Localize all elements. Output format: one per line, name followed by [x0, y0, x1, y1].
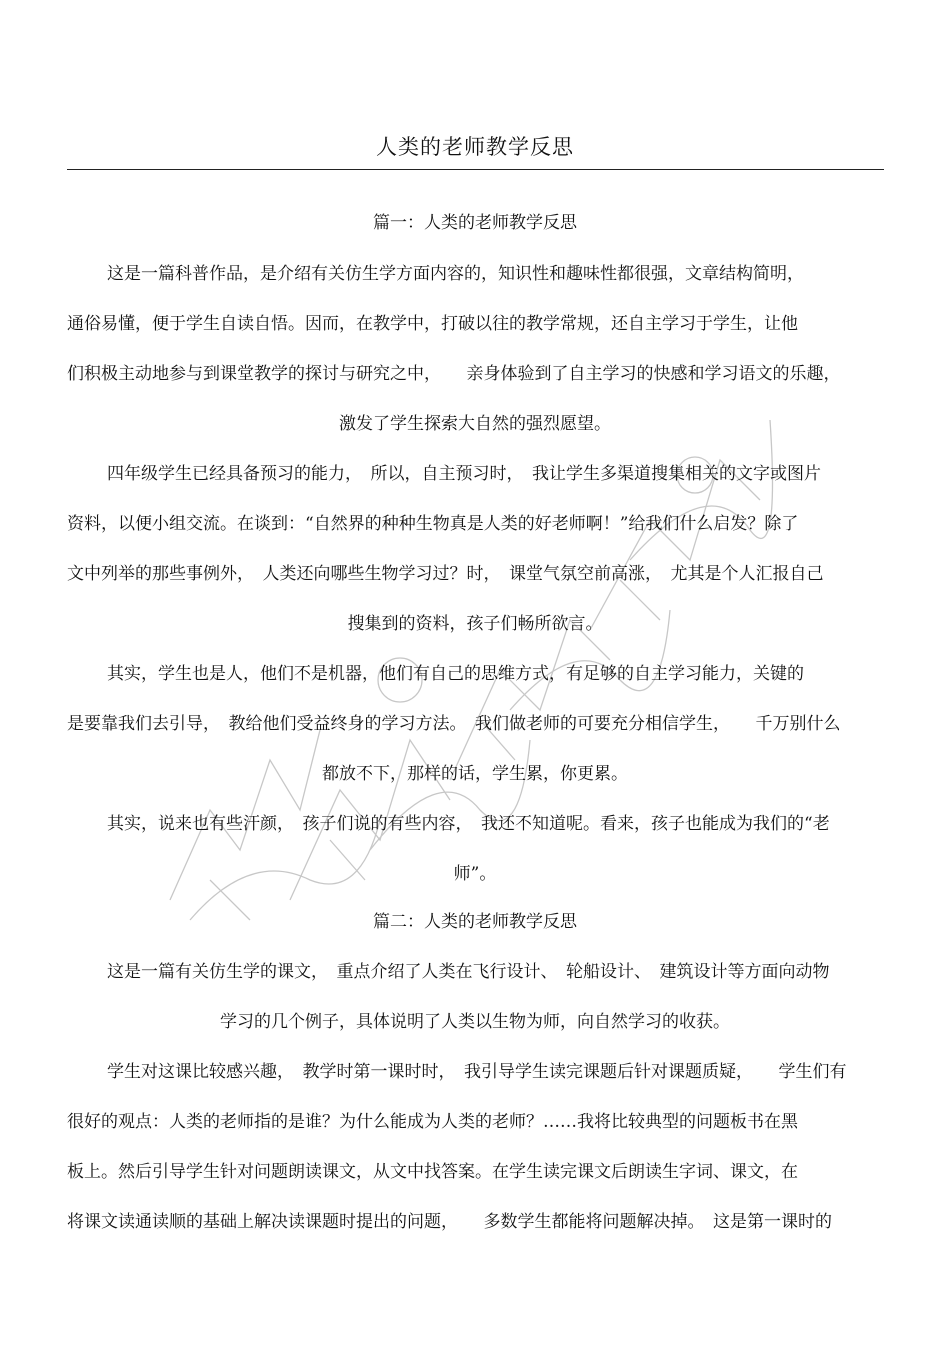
section-heading-2: 篇二：人类的老师教学反思 — [373, 912, 577, 932]
paragraph-line: 都放不下，那样的话，学生累，你更累。 — [322, 764, 628, 784]
paragraph-line: 很好的观点：人类的老师指的是谁？为什么能成为人类的老师？……我将比较典型的问题板书在黑 — [67, 1112, 798, 1132]
paragraph-line: 资料，以便小组交流。在谈到：“自然界的种种生物真是人类的好老师啊！”给我们什么启发？除了 — [67, 514, 799, 534]
paragraph-line: 们积极主动地参与到课堂教学的探讨与研究之中， 亲身体验到了自主学习的快感和学习语文的乐趣， — [67, 364, 841, 384]
paragraph-line: 四年级学生已经具备预习的能力， 所以，自主预习时， 我让学生多渠道搜集相关的文字或图片 — [107, 464, 821, 484]
paragraph-line: 搜集到的资料，孩子们畅所欲言。 — [347, 614, 603, 634]
paragraph-line: 将课文读通读顺的基础上解决读课题时提出的问题， 多数学生都能将问题解决掉。 这是第一课时的 — [67, 1212, 832, 1232]
page-title: 人类的老师教学反思 — [376, 135, 574, 159]
paragraph-line: 通俗易懂，便于学生自读自悟。因而，在教学中，打破以往的教学常规，还自主学习于学生，让他 — [67, 314, 798, 334]
paragraph-line: 师”。 — [453, 864, 497, 884]
paragraph-line: 文中列举的那些事例外， 人类还向哪些生物学习过？时， 课堂气氛空前高涨， 尤其是个人汇报自己 — [67, 564, 824, 584]
paragraph-line: 这是一篇科普作品，是介绍有关仿生学方面内容的，知识性和趣味性都很强，文章结构简明， — [107, 264, 804, 284]
paragraph-line: 其实，说来也有些汗颜， 孩子们说的有些内容， 我还不知道呢。看来，孩子也能成为我们的“老 — [107, 814, 830, 834]
section-heading-1: 篇一：人类的老师教学反思 — [373, 213, 577, 233]
paragraph-line: 学习的几个例子，具体说明了人类以生物为师，向自然学习的收获。 — [220, 1012, 730, 1032]
paragraph-line: 激发了学生探索大自然的强烈愿望。 — [339, 414, 611, 434]
paragraph-line: 学生对这课比较感兴趣， 教学时第一课时时， 我引导学生读完课题后针对课题质疑， 学生们有 — [107, 1062, 847, 1082]
paragraph-line: 板上。然后引导学生针对问题朗读课文，从文中找答案。在学生读完课文后朗读生字词、课文，在 — [67, 1162, 798, 1182]
paragraph-line: 其实，学生也是人，他们不是机器，他们有自己的思维方式，有足够的自主学习能力，关键的 — [107, 664, 804, 684]
paragraph-line: 是要靠我们去引导， 教给他们受益终身的学习方法。 我们做老师的可要充分相信学生， 千万别什么 — [67, 714, 841, 734]
title-divider — [67, 169, 884, 170]
paragraph-line: 这是一篇有关仿生学的课文， 重点介绍了人类在飞行设计、 轮船设计、 建筑设计等方面向动物 — [107, 962, 830, 982]
